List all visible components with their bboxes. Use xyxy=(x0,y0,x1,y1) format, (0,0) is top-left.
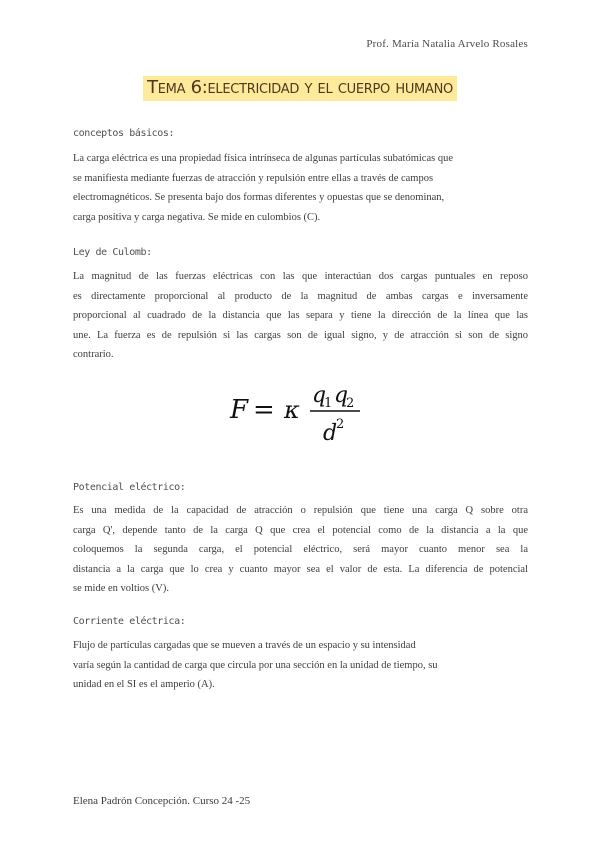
text-line: La magnitud de las fuerzas eléctricas con las que interactúan dos cargas puntuales en reposo xyxy=(73,271,528,282)
text-line: Flujo de partículas cargadas que se mueven a través de un espacio y su intensidad xyxy=(73,640,416,651)
text-line: Es una medida de la capacidad de atracción o repulsión que tiene una carga Q sobre otra xyxy=(73,505,528,516)
section-heading-potencial: Potencial eléctrico: xyxy=(73,482,186,493)
text-line: coloquemos la segunda carga, el potencial eléctrico, será mayor cuanto menor sea la xyxy=(73,544,528,556)
text-line: se manifiesta mediante fuerzas de atracción y repulsión entre ellas a través de campos xyxy=(73,172,434,184)
text-line: contrario. xyxy=(73,349,114,361)
formula-svg xyxy=(226,380,376,450)
text-line: es directamente proporcional al producto de la magnitud de ambas cargas e inversamente xyxy=(73,290,528,302)
formula-sub2: 2 xyxy=(346,396,355,411)
formula-equals: = xyxy=(253,395,275,425)
text-line: unidad en el SI es el amperio (A). xyxy=(73,679,215,691)
formula-kappa: κ xyxy=(284,396,300,424)
formula-q1: q xyxy=(312,383,327,408)
paragraph-potencial xyxy=(73,501,528,599)
formula-d: d xyxy=(323,421,338,446)
text-line: proporcional al cuadrado de la distancia que las separa y tiene la dirección de la línea que las xyxy=(73,310,528,322)
text-line: distancia a la carga que lo crea y cuanto mayor sea el valor de esta. La diferencia de potencial xyxy=(73,563,528,575)
formula-exp: 2 xyxy=(336,417,345,432)
text-line: se mide en voltios (V). xyxy=(73,583,169,595)
text-line: varía según la cantidad de carga que circula por una sección en la unidad de tiempo, su xyxy=(73,659,438,671)
text-line: La carga eléctrica es una propiedad física intrínseca de algunas partículas subatómicas que xyxy=(73,153,453,164)
paragraph-conceptos xyxy=(73,149,528,227)
author-header: Prof. María Natalia Arvelo Rosales xyxy=(366,38,528,50)
text-line: electromagnéticos. Se presenta bajo dos formas diferentes y opuestas que se denominan, xyxy=(73,192,445,204)
page-footer: Elena Padrón Concepción. Curso 24 -25 xyxy=(73,795,251,807)
formula-sub1: 1 xyxy=(324,396,333,411)
paragraph-ley xyxy=(73,267,528,365)
text-line: carga Q', depende tanto de la carga Q que crea el potencial como de la distancia a la que xyxy=(73,524,528,536)
text-line: une. La fuerza es de repulsión si las cargas son de igual signo, y de atracción si son de signo xyxy=(73,329,528,341)
paragraph-corriente xyxy=(73,636,528,695)
section-heading-ley: Ley de Culomb: xyxy=(73,247,152,258)
title-container xyxy=(0,76,600,101)
section-heading-corriente: Corriente eléctrica: xyxy=(73,616,186,627)
coulomb-formula xyxy=(226,380,376,450)
text-line: carga positiva y carga negativa. Se mide en culombios (C). xyxy=(73,211,321,223)
section-heading-conceptos: conceptos básicos: xyxy=(73,128,175,139)
page-title: Tema 6:electricidad y el cuerpo humano xyxy=(143,76,457,101)
formula-q2: q xyxy=(334,383,349,408)
formula-lhs: F xyxy=(230,395,249,425)
